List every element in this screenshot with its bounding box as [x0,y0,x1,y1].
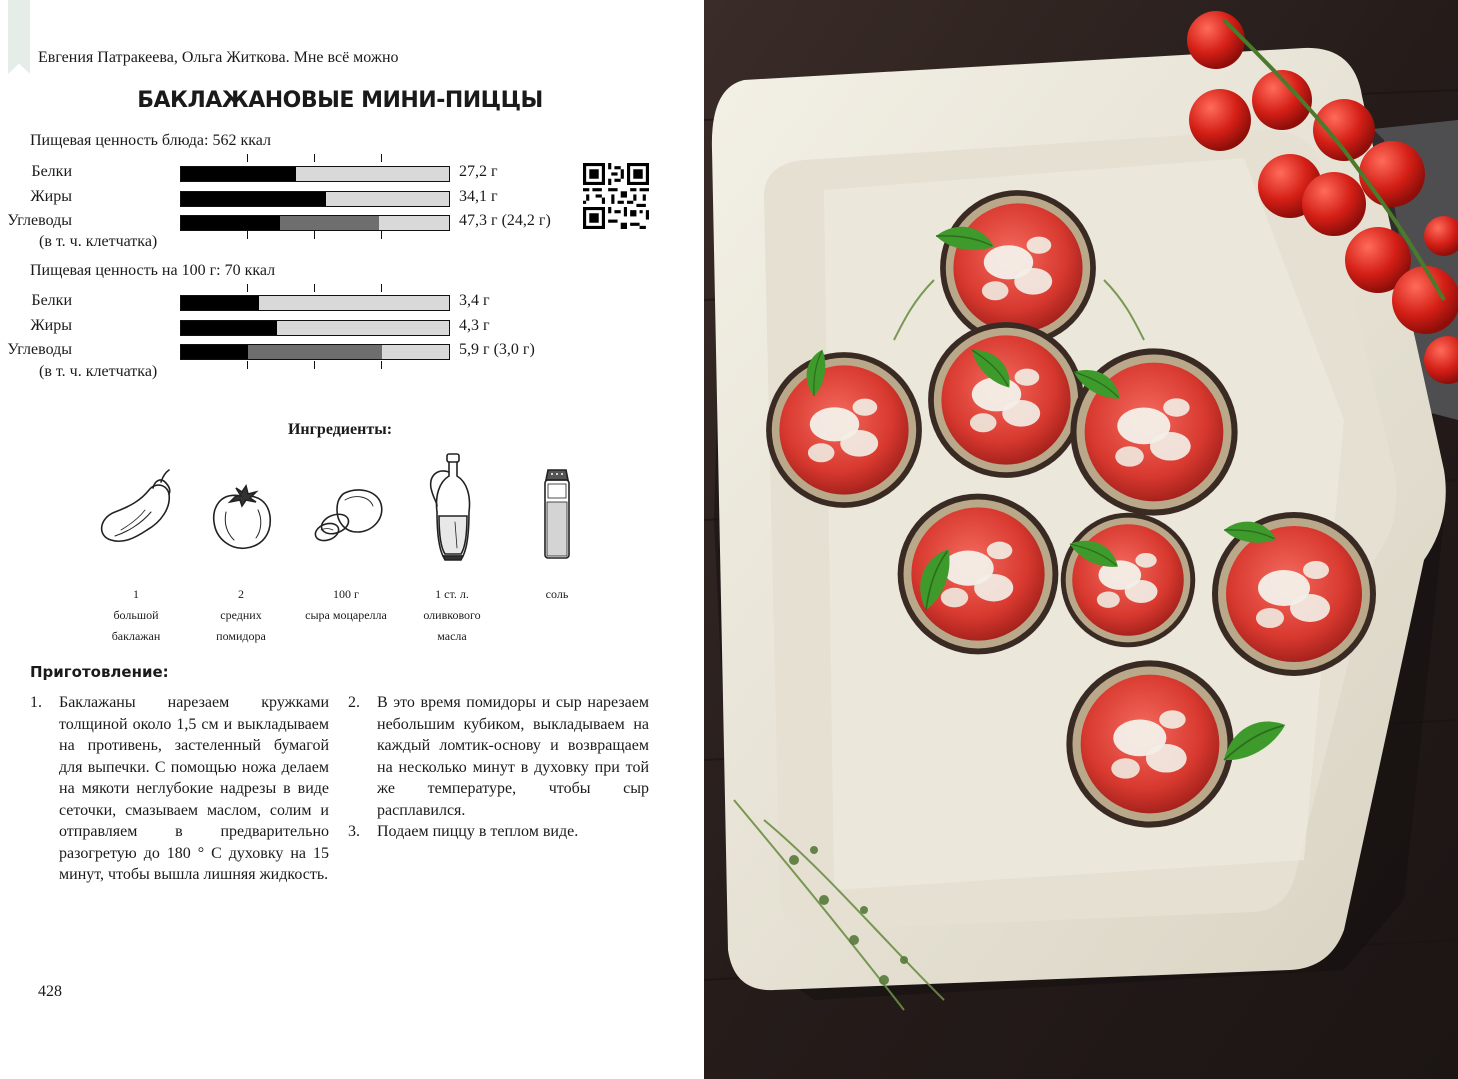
page-number: 428 [38,983,62,1000]
nutrient-bar [180,166,450,182]
qr-code-icon [583,163,649,229]
step-number: 2. [348,694,360,711]
nutrient-name: Углеводы [7,212,72,229]
oil-bottle-icon [407,452,497,567]
ingredient-mozzarella [291,452,401,622]
nutrient-bar-fill [181,345,248,359]
nutrient-value: 5,9 г (3,0 г) [459,341,535,358]
ingredient-caption-line: 100 г [333,587,359,601]
nutrition-row [0,317,600,339]
ingredient-caption [502,584,612,605]
running-header: Евгения Патракеева, Ольга Житкова. Мне всё можно [38,49,399,66]
eggplant-pizza-photo [704,0,1458,1079]
ingredient-caption [397,584,507,647]
ingredient-caption-line: 1 [133,587,139,601]
nutrient-bar-fill-secondary [248,345,382,359]
nutrition-row [0,292,600,314]
nutrient-bar [180,191,450,207]
nutrient-value: 3,4 г [459,292,490,309]
eggplant-icon [91,452,181,562]
preparation-title: Приготовление: [30,663,169,681]
tomato-icon [196,452,286,562]
nutrient-bar-fill [181,296,259,310]
left-page [0,0,704,1079]
step-number: 1. [30,694,42,711]
steps-column-right [348,692,649,843]
ingredient-caption-line: баклажан [111,629,161,643]
dish-nutrition-label: Пищевая ценность блюда: 562 ккал [30,132,272,149]
ingredient-olive-oil [397,452,507,643]
ingredient-caption [81,584,191,647]
nutrient-value: 27,2 г [459,163,498,180]
nutrition-row [0,163,600,185]
step-item [348,821,649,843]
nutrient-bar [180,215,450,231]
nutrient-bar-fill [181,192,326,206]
step-item [30,692,329,886]
ingredient-caption-line: помидора [216,629,266,643]
step-number: 3. [348,823,360,840]
nutrient-bar-fill-secondary [280,216,379,230]
nutrient-bar [180,344,450,360]
ingredient-caption-line: 2 [238,587,244,601]
nutrient-value: 34,1 г [459,187,498,205]
nutrient-name: Белки [31,292,72,309]
step-text: В это время помидоры и сыр нарезаем небольшим кубиком, выкладываем на каждый ломтик-основу и возвращаем на несколько минут в духовку при той же температуре, чтобы сыр расплавился. [377,694,649,819]
steps-column-left [30,692,329,886]
per100-fiber-note: (в т. ч. клетчатка) [39,363,158,380]
dish-fiber-note: (в т. ч. клетчатка) [39,233,158,250]
nutrient-name: Жиры [30,187,72,205]
ingredient-caption [186,584,296,647]
ingredient-caption-line: большой [113,608,159,622]
mozzarella-icon [301,452,391,562]
ingredients-title: Ингредиенты: [287,421,393,438]
ingredient-tomato [186,452,296,643]
ingredient-salt [502,452,612,601]
bookmark-ribbon [8,0,30,74]
per100-ticks-top [180,284,450,292]
nutrient-name: Белки [31,163,72,180]
nutrition-row [0,188,600,210]
per100-nutrition-label: Пищевая ценность на 100 г: 70 ккал [30,262,276,279]
salt-shaker-icon [512,452,602,562]
ingredient-caption-line: оливкового [423,608,481,622]
ingredient-caption-line: соль [545,587,569,601]
recipe-title: БАКЛАЖАНОВЫЕ МИНИ-ПИЦЦЫ [137,88,543,113]
dish-ticks-top [180,154,450,162]
nutrient-name: Жиры [30,316,72,334]
nutrient-name: Углеводы [7,341,72,358]
ingredient-caption-line: масла [437,629,467,643]
per100-ticks-bottom [180,361,450,369]
nutrient-bar-fill [181,321,277,335]
step-text: Подаем пиццу в теплом виде. [377,823,579,840]
nutrient-bar-fill [181,167,296,181]
ingredient-eggplant [81,452,191,643]
step-text: Баклажаны нарезаем кружками толщиной около 1,5 см и выкладываем на противень, застеленный бумагой для выпечки. С помощью ножа делаем на мякоти неглубокие надрезы в виде сеточки, смазываем маслом, солим и отправляем в предварительно разогретую до 180 ° С духовку на 15 минут, чтобы вышла лишняя жидкость. [59,694,329,883]
nutrient-value: 47,3 г (24,2 г) [459,212,551,229]
ingredient-caption-line: средних [220,608,262,622]
dish-ticks-bottom [180,231,450,239]
ingredient-caption-line: сыра моцарелла [305,608,387,622]
ingredient-caption [291,584,401,626]
nutrient-bar [180,320,450,336]
food-photo [704,0,1458,1079]
ingredient-caption-line: 1 ст. л. [435,587,469,601]
nutrient-bar [180,295,450,311]
nutrient-value: 4,3 г [459,316,490,334]
nutrient-bar-fill [181,216,280,230]
nutrition-row [0,341,600,363]
step-item [348,692,649,821]
